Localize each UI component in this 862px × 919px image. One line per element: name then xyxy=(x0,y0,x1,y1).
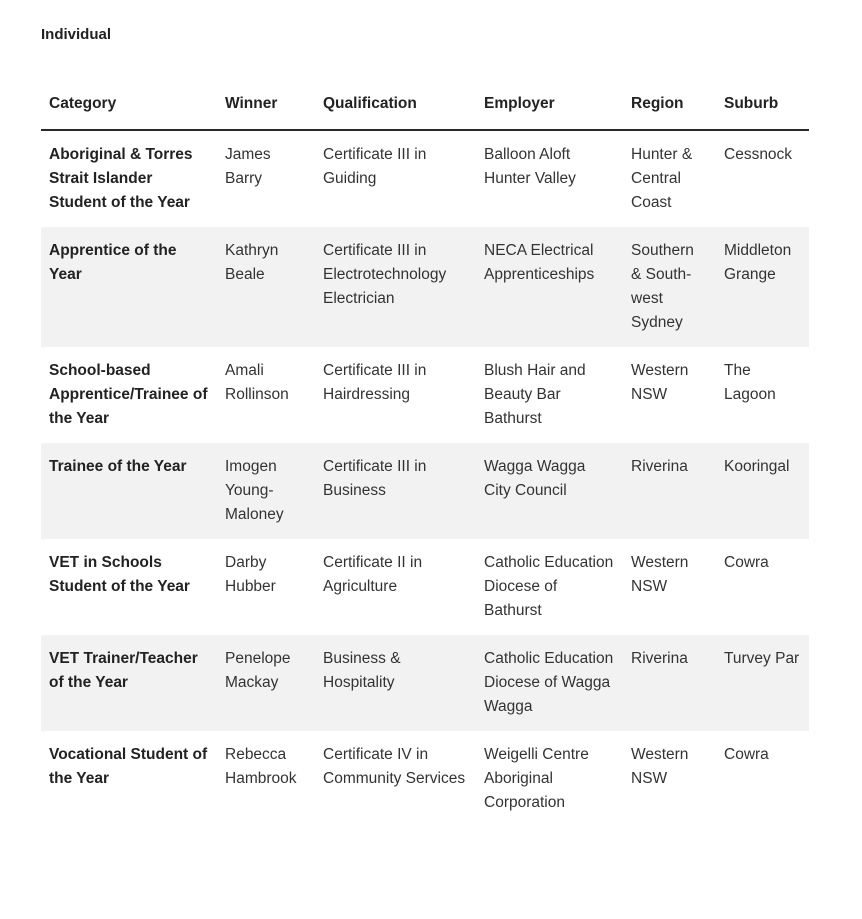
cell-employer: Balloon Aloft Hunter Valley xyxy=(484,146,576,187)
header-winner: Winner xyxy=(217,80,315,130)
cell-employer: Blush Hair and Beauty Bar Bathurst xyxy=(484,362,586,427)
cell-category: Vocational Student of the Year xyxy=(49,746,208,787)
cell-employer: Catholic Education Diocese of Bathurst xyxy=(484,554,614,619)
cell-qualification: Business & Hospitality xyxy=(315,635,476,731)
table-row xyxy=(41,443,809,539)
cell-category: Apprentice of the Year xyxy=(41,227,217,347)
cell-employer: Catholic Education Diocese of Wagga Wagga xyxy=(476,635,623,731)
cell-qualification: Certificate III in Electrotechnology Electrician xyxy=(315,227,476,347)
cell-winner: Kathryn Beale xyxy=(217,227,315,347)
cell-region: Western NSW xyxy=(631,362,689,403)
cell-qualification: Certificate III in Business xyxy=(315,443,476,539)
cell-winner: James Barry xyxy=(225,146,271,187)
cell-suburb: Middleton Grange xyxy=(716,227,809,347)
cell-region: Hunter & Central Coast xyxy=(631,146,693,211)
table-row xyxy=(41,227,809,347)
header-qualification: Qualification xyxy=(315,80,476,130)
cell-region: Riverina xyxy=(623,443,716,539)
cell-qualification: Certificate III in Hairdressing xyxy=(323,362,427,403)
cell-suburb: Cessnock xyxy=(724,146,793,163)
cell-category: VET Trainer/Teacher of the Year xyxy=(41,635,217,731)
cell-winner: Penelope Mackay xyxy=(217,635,315,731)
cell-employer: NECA Electrical Apprenticeships xyxy=(476,227,623,347)
cell-region: Southern & South-west Sydney xyxy=(623,227,716,347)
table-row xyxy=(41,130,809,227)
cell-winner: Imogen Young-Maloney xyxy=(217,443,315,539)
cell-category: VET in Schools Student of the Year xyxy=(49,554,190,595)
table-row xyxy=(41,635,809,731)
section-title: Individual xyxy=(41,26,112,43)
cell-qualification: Certificate III in Guiding xyxy=(323,146,427,187)
cell-suburb: Cowra xyxy=(724,554,769,571)
awards-table xyxy=(41,80,809,827)
cell-winner: Amali Rollinson xyxy=(225,362,289,403)
cell-qualification: Certificate IV in Community Services xyxy=(323,746,466,787)
cell-category: Trainee of the Year xyxy=(41,443,217,539)
cell-suburb: Cowra xyxy=(724,746,769,763)
cell-winner: Rebecca Hambrook xyxy=(225,746,297,787)
cell-suburb: Kooringal xyxy=(716,443,809,539)
cell-suburb: The Lagoon xyxy=(724,362,776,403)
table-row xyxy=(41,731,809,827)
cell-winner: Darby Hubber xyxy=(225,554,276,595)
header-employer: Employer xyxy=(476,80,623,130)
cell-qualification: Certificate II in Agriculture xyxy=(323,554,423,595)
cell-category: School-based Apprentice/Trainee of the Year xyxy=(49,362,208,427)
table-row xyxy=(41,539,809,635)
table-row xyxy=(41,347,809,443)
cell-region: Riverina xyxy=(623,635,716,731)
table-header-row xyxy=(41,80,809,130)
cell-employer: Weigelli Centre Aboriginal Corporation xyxy=(484,746,589,811)
cell-employer: Wagga Wagga City Council xyxy=(476,443,623,539)
cell-suburb: Turvey Par xyxy=(716,635,809,731)
header-category: Category xyxy=(41,80,217,130)
cell-region: Western NSW xyxy=(631,554,689,595)
cell-region: Western NSW xyxy=(631,746,689,787)
header-region: Region xyxy=(623,80,716,130)
header-suburb: Suburb xyxy=(716,80,809,130)
cell-category: Aboriginal & Torres Strait Islander Student of the Year xyxy=(49,146,193,211)
